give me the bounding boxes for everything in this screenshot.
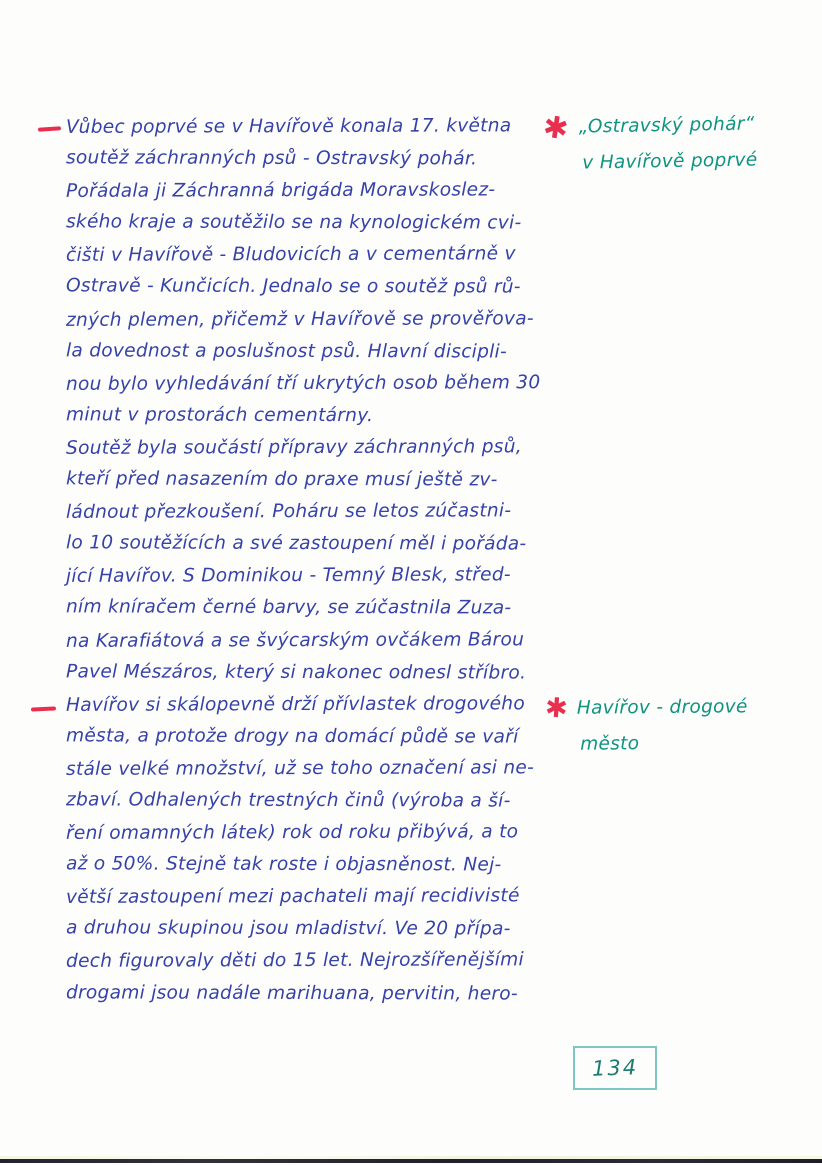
manuscript-line: minut v prostorách cementárny. — [65, 404, 374, 426]
red-dash-icon — [38, 126, 61, 132]
red-dash-icon — [31, 706, 56, 711]
manuscript-line: ského kraje a soutěžilo se na kynologickém cvi- — [65, 211, 522, 234]
manuscript-line: ládnout přezkoušení. Poháru se letos zúčastni- — [65, 500, 512, 524]
manuscript-line: zbaví. Odhalených trestných činů (výroba a ší- — [65, 789, 511, 812]
manuscript-line: dech figurovaly děti do 15 let. Nejrozšířenějšími — [65, 949, 524, 973]
manuscript-line: na Karafiátová a se švýcarským ovčákem Bárou — [65, 628, 525, 652]
manuscript-line: ním kníračem černé barvy, se zúčastnila Zuza- — [65, 596, 512, 619]
manuscript-line: nou bylo vyhledávání tří ukrytých osob během 30 — [65, 371, 541, 395]
manuscript-line: až o 50%. Stejně tak roste i objasněnost. Nej- — [65, 853, 502, 876]
manuscript-line: Vůbec poprvé se v Havířově konala 17. května — [65, 115, 512, 138]
manuscript-body — [66, 111, 571, 1010]
margin-note-line: v Havířově poprvé — [582, 149, 758, 174]
manuscript-line: drogami jsou nadále marihuana, pervitin, hero- — [65, 981, 518, 1005]
margin-note-line: město — [580, 733, 640, 755]
page-number-box — [573, 1046, 657, 1090]
margin-note-drogove-mesto — [577, 689, 748, 762]
margin-note-line: „Ostravský pohár“ — [578, 113, 755, 138]
manuscript-line: Ostravě - Kunčicích. Jednalo se o soutěž psů rů- — [65, 275, 521, 298]
red-asterisk-icon: ✱ — [544, 692, 569, 725]
manuscript-line: la dovednost a poslušnost psů. Hlavní discipli- — [65, 339, 507, 363]
manuscript-line: Soutěž byla součástí přípravy záchranných psů, — [65, 436, 522, 459]
manuscript-line: a druhou skupinou jsou mladiství. Ve 20 přípa- — [65, 917, 511, 940]
margin-note-ostravsky-pohar — [578, 106, 757, 181]
manuscript-line: kteří před nasazením do praxe musí ještě zv- — [65, 468, 498, 491]
manuscript-line: stále velké množství, už se toho označení asi ne- — [65, 757, 535, 780]
manuscript-line: Pavel Mészáros, který si nakonec odnesl stříbro. — [65, 660, 527, 684]
manuscript-line: čišti v Havířově - Bludovicích a v cementárně v — [65, 243, 516, 267]
manuscript-line: soutěž záchranných psů - Ostravský pohár. — [65, 147, 478, 170]
manuscript-line: ření omamných látek) rok od roku přibývá, a to — [65, 821, 519, 844]
manuscript-line: jící Havířov. S Dominikou - Temný Blesk, střed- — [65, 564, 511, 588]
red-asterisk-icon: ✱ — [540, 109, 571, 148]
manuscript-line: lo 10 soutěžících a své zastoupení měl i pořáda- — [65, 532, 527, 555]
manuscript-line: Pořádala ji Záchranná brigáda Moravskoslez- — [65, 179, 496, 203]
manuscript-line: větší zastoupení mezi pachateli mají recidivisté — [65, 885, 520, 909]
manuscript-line: Havířov si skálopevně drží přívlastek drogového — [65, 692, 525, 716]
manuscript-line: zných plemen, přičemž v Havířově se prověřova- — [65, 307, 534, 331]
margin-note-line: Havířov - drogové — [576, 696, 748, 719]
scan-edge-line — [0, 1159, 822, 1163]
page-number: 134 — [591, 1055, 639, 1081]
manuscript-line: města, a protože drogy na domácí půdě se vaří — [65, 725, 519, 748]
